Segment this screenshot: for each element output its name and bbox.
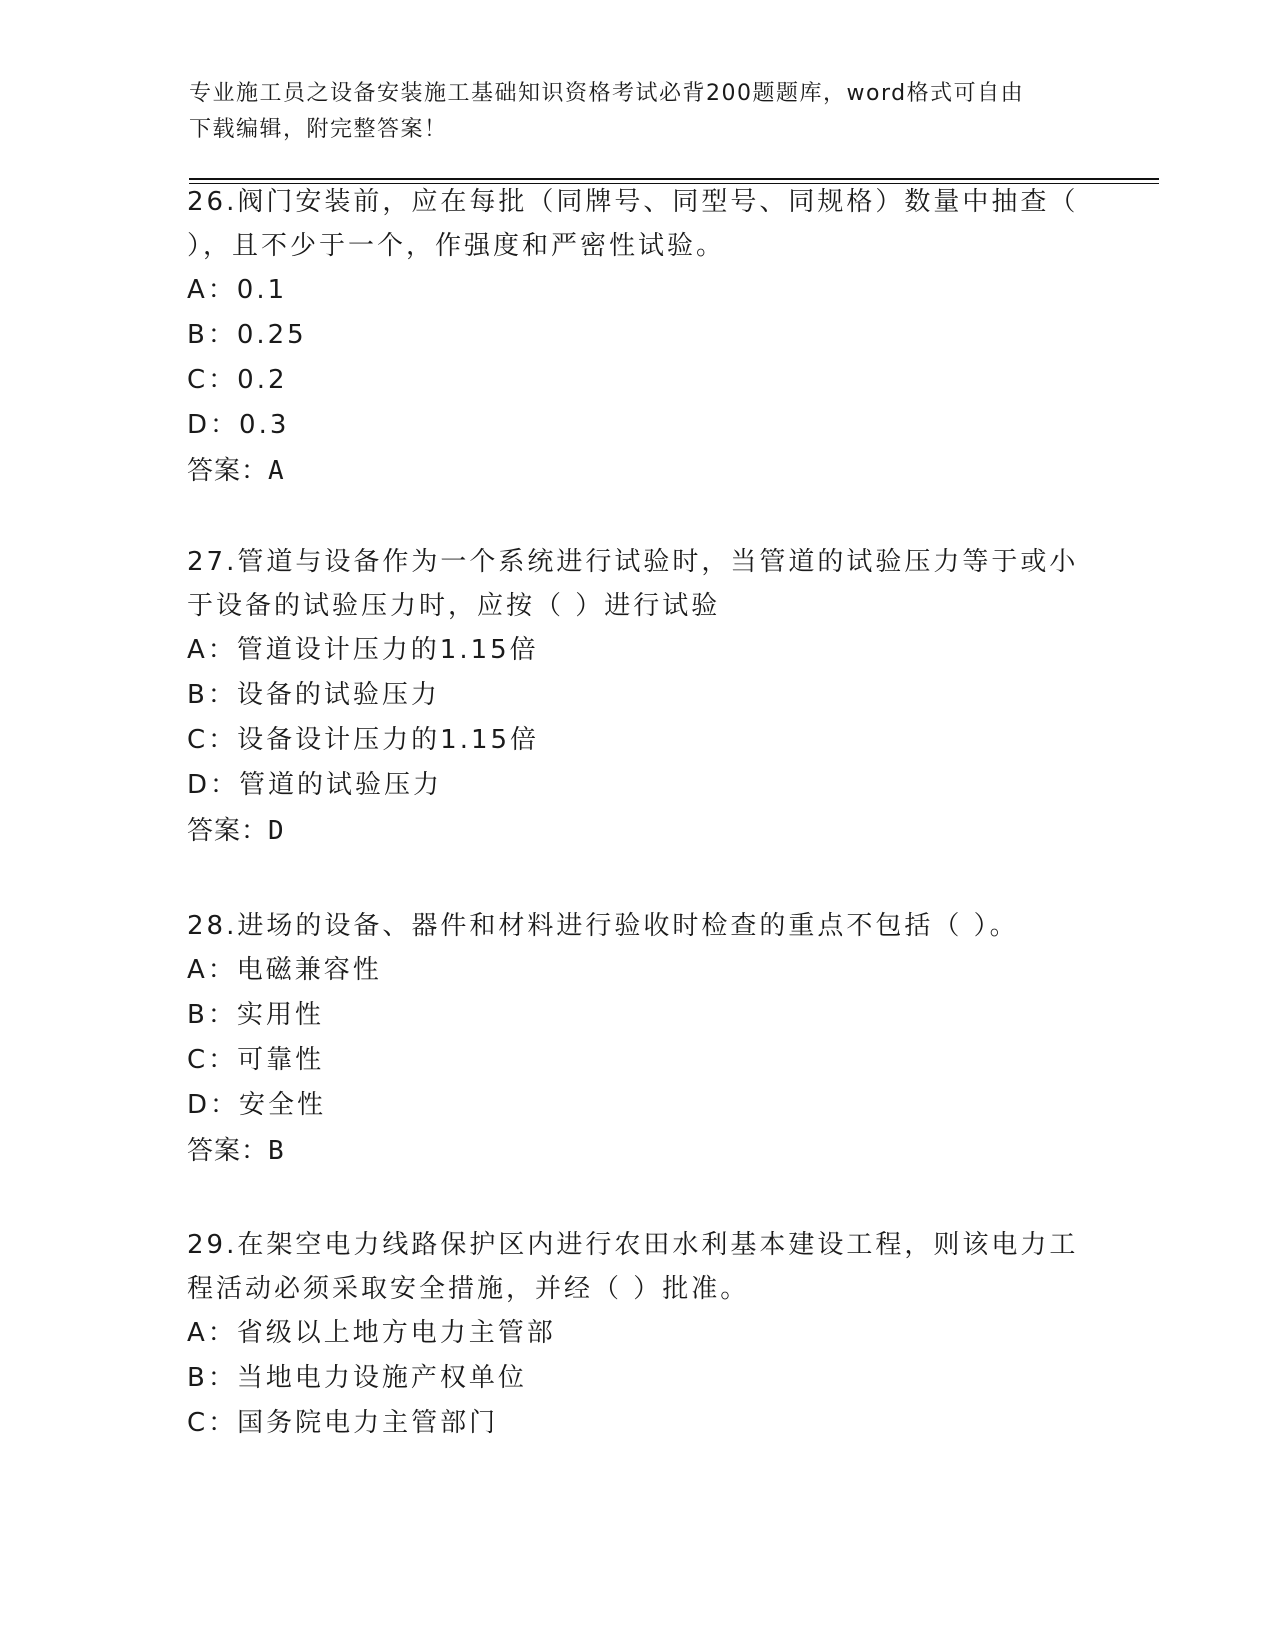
answer-value: A [268,456,285,486]
question-29 [187,1223,1087,1446]
option-b: B：0.25 [187,320,307,350]
question-26 [187,180,1087,494]
option-d: D：管道的试验压力 [187,770,443,800]
option-a: A：电磁兼容性 [187,955,382,985]
option-c: C：0.2 [187,365,288,395]
answer-label: 答案： [187,1136,269,1166]
answer-label: 答案： [187,456,269,486]
option-c: C：设备设计压力的1.15倍 [187,725,540,755]
header-line-1: 专业施工员之设备安装施工基础知识资格考试必背200题题库，word格式可自由 [189,81,1025,106]
option-b: B：当地电力设施产权单位 [187,1363,527,1393]
question-stem-line: 于设备的试验压力时，应按（ ）进行试验 [187,591,721,621]
header-line-2: 下载编辑，附完整答案！ [189,117,448,142]
option-d: D：0.3 [187,410,290,440]
answer-line [187,808,1087,854]
option-a: A：0.1 [187,275,288,305]
option-a: A：管道设计压力的1.15倍 [187,635,539,665]
answer-value: D [268,816,285,846]
question-stem-line: ），且不少于一个，作强度和严密性试验。 [187,231,726,261]
question-27 [187,540,1087,854]
answer-line [187,448,1087,494]
answer-label: 答案： [187,816,269,846]
option-b: B：设备的试验压力 [187,680,440,710]
question-stem-line: 程活动必须采取安全措施，并经（ ）批准。 [187,1274,750,1304]
answer-line [187,1128,1087,1174]
option-b: B：实用性 [187,1000,324,1030]
question-stem-line: 29.在架空电力线路保护区内进行农田水利基本建设工程，则该电力工 [187,1230,1079,1260]
question-stem-line: 27.管道与设备作为一个系统进行试验时，当管道的试验压力等于或小 [187,547,1079,577]
question-stem-line: 26.阀门安装前，应在每批（同牌号、同型号、同规格）数量中抽查（ [187,187,1079,217]
document-header [189,76,1089,148]
option-c: C：可靠性 [187,1045,325,1075]
option-c: C：国务院电力主管部门 [187,1408,499,1438]
answer-value: B [268,1136,285,1166]
question-stem-line: 28.进场的设备、器件和材料进行验收时检查的重点不包括（ ）。 [187,911,1019,941]
question-28 [187,904,1087,1174]
option-d: D：安全性 [187,1090,327,1120]
option-a: A：省级以上地方电力主管部 [187,1318,556,1348]
